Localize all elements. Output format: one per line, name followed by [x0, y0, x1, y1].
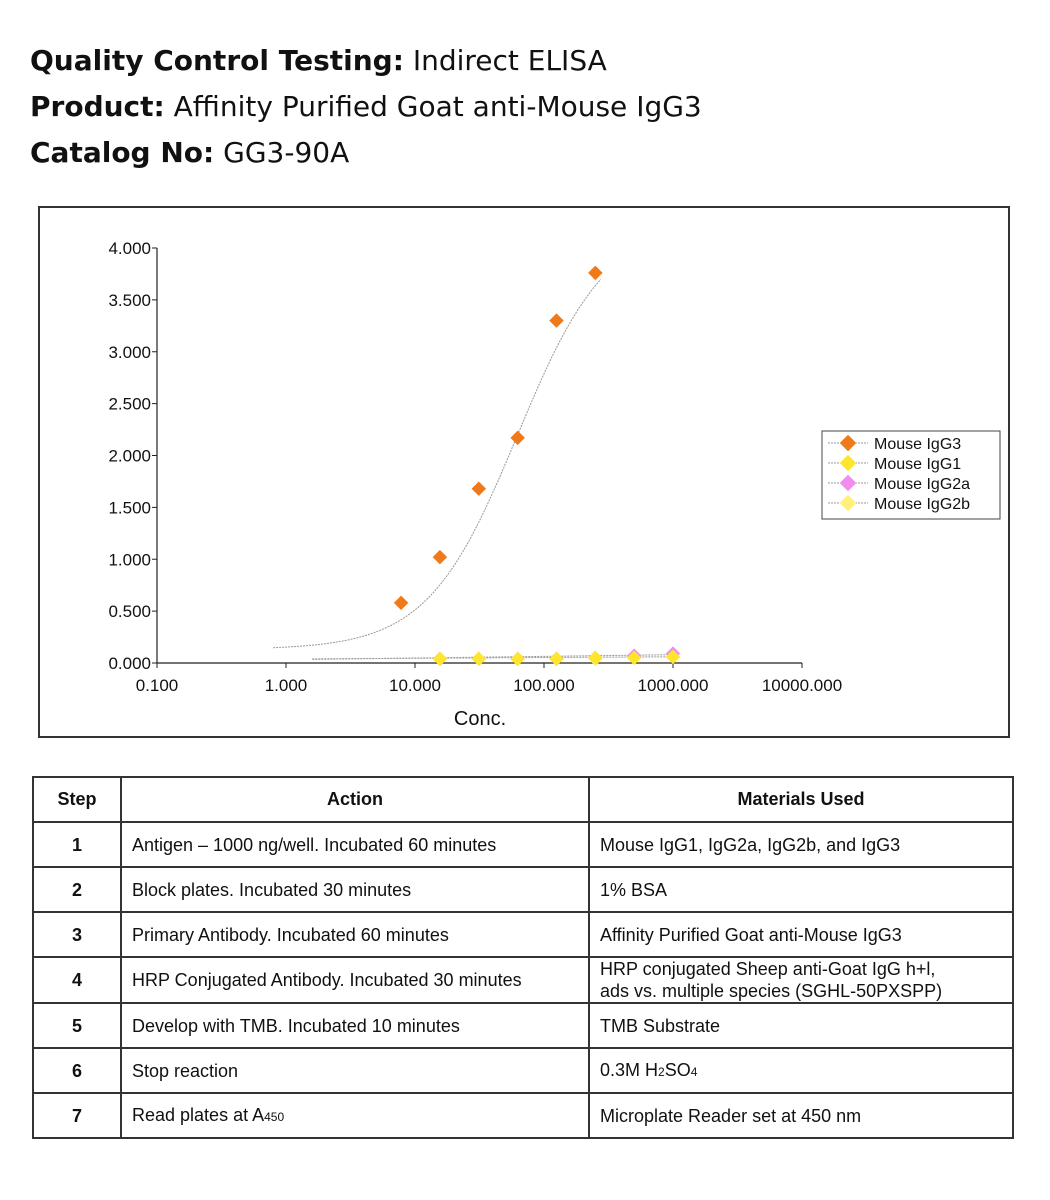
- data-point-mouse-igg1: [433, 652, 447, 666]
- elisa-chart: [40, 208, 1008, 736]
- qc-testing-label: Quality Control Testing:: [30, 44, 404, 77]
- data-point-mouse-igg3: [433, 550, 447, 564]
- data-point-mouse-igg3: [511, 431, 525, 445]
- data-point-mouse-igg1: [550, 652, 564, 666]
- x-tick-label: 1.000: [264, 676, 308, 695]
- legend-label-mouse-igg3: Mouse IgG3: [874, 436, 962, 453]
- step-action: Antigen – 1000 ng/well. Incubated 60 minutes: [121, 822, 589, 867]
- step-action: Develop with TMB. Incubated 10 minutes: [121, 1003, 589, 1048]
- legend-label-mouse-igg2a: Mouse IgG2a: [874, 476, 971, 493]
- step-number: 5: [33, 1003, 121, 1048]
- formula-sub-4: 4: [690, 1064, 698, 1079]
- x-tick-label: 10.000: [389, 676, 441, 695]
- step-material-line1: HRP conjugated Sheep anti-Goat IgG h+l,: [600, 959, 936, 979]
- x-tick-label: 100.000: [513, 676, 575, 695]
- step-material: [589, 957, 1013, 1003]
- header-action: Action: [121, 777, 589, 822]
- step-material-line2: ads vs. multiple species (SGHL-50PXSPP): [600, 981, 943, 1001]
- legend-label-mouse-igg1: Mouse IgG1: [874, 456, 962, 473]
- catalog-value: GG3-90A: [223, 136, 350, 169]
- step-material: 1% BSA: [589, 867, 1013, 912]
- step-action: [121, 1093, 589, 1138]
- table-row: [33, 1048, 1013, 1093]
- data-point-mouse-igg1: [511, 652, 525, 666]
- step-action: Block plates. Incubated 30 minutes: [121, 867, 589, 912]
- data-point-mouse-igg3: [550, 314, 564, 328]
- x-tick-label: 1000.000: [637, 676, 709, 695]
- y-tick-label: 4.000: [108, 239, 151, 258]
- action-main: Read plates at A: [132, 1104, 265, 1125]
- action-subscript: 450: [264, 1109, 285, 1124]
- step-number: 3: [33, 912, 121, 957]
- step-material: Mouse IgG1, IgG2a, IgG2b, and IgG3: [589, 822, 1013, 867]
- step-number: 4: [33, 957, 121, 1003]
- step-material: Affinity Purified Goat anti-Mouse IgG3: [589, 912, 1013, 957]
- y-tick-label: 0.000: [108, 654, 151, 673]
- qc-testing-value: Indirect ELISA: [412, 44, 607, 77]
- y-tick-label: 0.500: [108, 602, 151, 622]
- y-tick-label: 2.000: [108, 446, 151, 466]
- step-number: 6: [33, 1048, 121, 1093]
- step-number: 2: [33, 867, 121, 912]
- step-material: [589, 1048, 1013, 1093]
- catalog-label: Catalog No:: [30, 136, 215, 169]
- step-number: 1: [33, 822, 121, 867]
- table-row: [33, 1093, 1013, 1138]
- formula-main: 0.3M H: [600, 1059, 659, 1080]
- table-row: [33, 867, 1013, 912]
- document-header: [30, 38, 702, 176]
- y-tick-label: 3.000: [108, 342, 151, 362]
- table-row: [33, 1003, 1013, 1048]
- step-material: Microplate Reader set at 450 nm: [589, 1093, 1013, 1138]
- trendline-igg3: [273, 279, 601, 647]
- catalog-line: [30, 130, 702, 176]
- step-action: Primary Antibody. Incubated 60 minutes: [121, 912, 589, 957]
- header-step: Step: [33, 777, 121, 822]
- y-tick-label: 1.500: [108, 498, 151, 518]
- y-tick-label: 3.500: [108, 290, 151, 310]
- x-axis-title: Conc.: [453, 708, 507, 730]
- table-header-row: [33, 777, 1013, 822]
- step-number: 7: [33, 1093, 121, 1138]
- step-material: TMB Substrate: [589, 1003, 1013, 1048]
- elisa-chart-frame: [38, 206, 1010, 738]
- header-materials: Materials Used: [589, 777, 1013, 822]
- y-tick-label: 2.500: [108, 394, 151, 414]
- product-label: Product:: [30, 90, 165, 123]
- formula-sub-2: 2: [658, 1064, 665, 1079]
- table-row: [33, 822, 1013, 867]
- legend-label-mouse-igg2b: Mouse IgG2b: [874, 496, 971, 513]
- data-point-mouse-igg1: [472, 652, 486, 666]
- x-tick-label: 0.100: [135, 676, 179, 695]
- protocol-table: [32, 776, 1014, 1139]
- y-tick-label: 1.000: [108, 550, 151, 570]
- step-action: HRP Conjugated Antibody. Incubated 30 minutes: [121, 957, 589, 1003]
- data-point-mouse-igg3: [394, 596, 408, 610]
- table-row: [33, 912, 1013, 957]
- x-tick-label: 10000.000: [761, 676, 843, 695]
- data-point-mouse-igg3: [588, 266, 602, 280]
- product-line: [30, 84, 702, 130]
- qc-testing-line: [30, 38, 702, 84]
- formula-mid: SO: [664, 1059, 691, 1080]
- product-value: Affinity Purified Goat anti-Mouse IgG3: [173, 90, 702, 123]
- data-point-mouse-igg3: [472, 482, 486, 496]
- table-row: [33, 957, 1013, 1003]
- step-action: Stop reaction: [121, 1048, 589, 1093]
